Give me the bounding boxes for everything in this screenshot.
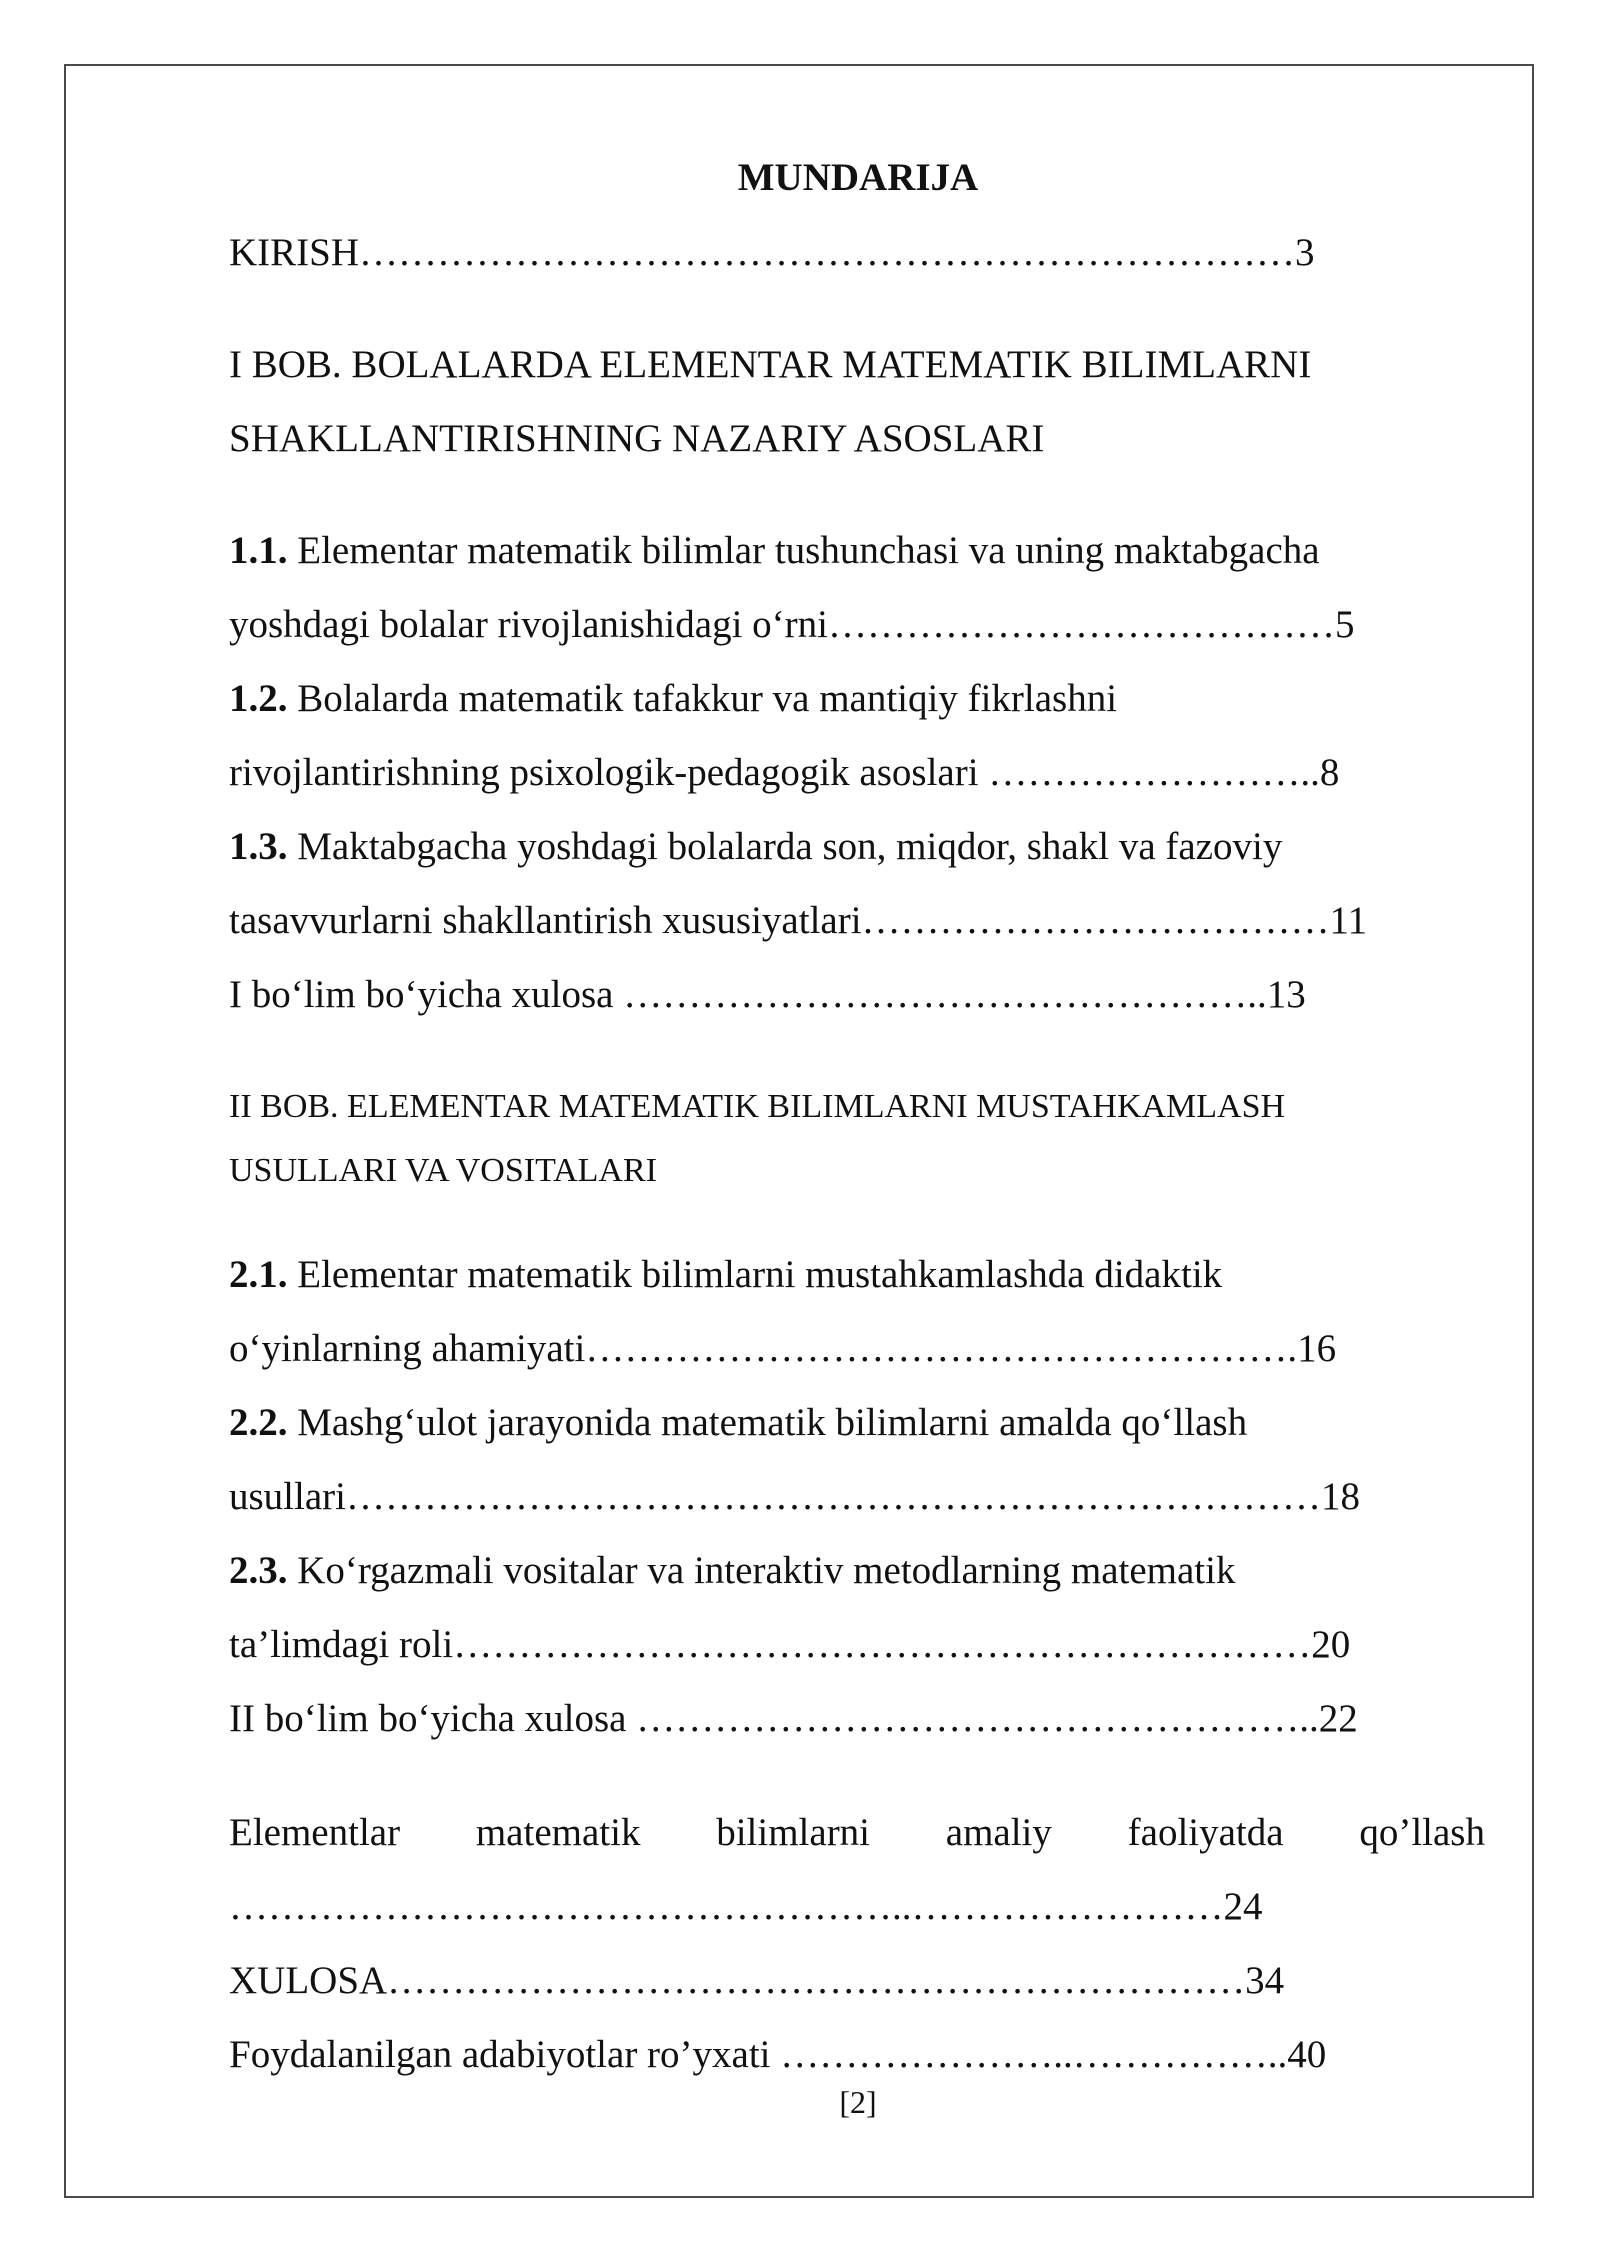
toc-word: matematik xyxy=(475,1811,641,1854)
section-title: Maktabgacha yoshdagi bolalarda son, miqdor, shakl va fazoviy xyxy=(287,825,1283,868)
toc-xulosa-2: II bo‘lim bo‘yicha xulosa ……………………………………………..22 xyxy=(229,1697,1358,1740)
toc-bob1-title-line1: I BOB. BOLALARDA ELEMENTAR MATEMATIK BILIMLARNI xyxy=(229,343,1312,386)
page-title: MUNDARIJA xyxy=(737,156,979,199)
section-title: Bolalarda matematik tafakkur va mantiqiy fikrlashni xyxy=(287,677,1118,720)
toc-kirish: KIRISH………………………………………………………………3 xyxy=(229,231,1315,274)
toc-section-1-3-cont: tasavvurlarni shakllantirish xususiyatlari………………………………11 xyxy=(229,899,1368,942)
section-number: 1.1. xyxy=(229,529,288,572)
toc-section-1-2-cont: rivojlantirishning psixologik-pedagogik asoslari ……………………..8 xyxy=(229,751,1340,794)
section-title: Ko‘rgazmali vositalar va interaktiv metodlarning matematik xyxy=(287,1549,1236,1592)
toc-word: amaliy xyxy=(945,1811,1052,1854)
toc-section-2-2-cont: usullari…………………………………………………………………18 xyxy=(229,1475,1360,1518)
toc-section-2-1 xyxy=(229,1252,1222,1298)
section-number: 2.3. xyxy=(229,1549,288,1592)
toc-section-2-1-cont: o‘yinlarning ahamiyati……………………………………………….16 xyxy=(229,1327,1337,1370)
page-number: [2] xyxy=(839,2084,877,2120)
section-number: 1.2. xyxy=(229,677,288,720)
toc-bob2-title-line2: USULLARI VA VOSITALARI xyxy=(229,1152,657,1189)
toc-word: qo’llash xyxy=(1359,1811,1485,1854)
section-title: Mashg‘ulot jarayonida matematik bilimlarni amalda qo‘llash xyxy=(287,1401,1248,1444)
toc-amaliy-line1 xyxy=(229,1810,1485,1856)
toc-section-2-3 xyxy=(229,1548,1235,1594)
toc-xulosa: XULOSA…………………………………………………………34 xyxy=(229,1959,1285,2002)
toc-word: Elementlar xyxy=(229,1811,401,1854)
toc-section-1-2 xyxy=(229,676,1117,722)
section-title: Elementar matematik bilimlarni mustahkamlashda didaktik xyxy=(287,1253,1223,1296)
toc-word: bilimlarni xyxy=(716,1811,871,1854)
toc-section-2-2 xyxy=(229,1400,1247,1446)
toc-bob1-title-line2: SHAKLLANTIRISHNING NAZARIY ASOSLARI xyxy=(229,417,1045,460)
toc-section-1-1 xyxy=(229,528,1320,574)
toc-section-1-3 xyxy=(229,824,1282,870)
toc-bob2-title-line1: II BOB. ELEMENTAR MATEMATIK BILIMLARNI MUSTAHKAMLASH xyxy=(229,1088,1286,1125)
toc-word: faoliyatda xyxy=(1127,1811,1284,1854)
section-number: 2.1. xyxy=(229,1253,288,1296)
toc-xulosa-1: I bo‘lim bo‘yicha xulosa …………………………………………..13 xyxy=(229,973,1306,1016)
toc-section-1-1-cont: yoshdagi bolalar rivojlanishidagi o‘rni…………………………………5 xyxy=(229,603,1355,646)
toc-amaliy-line2: ……………………………………………..……………………24 xyxy=(229,1885,1263,1928)
section-number: 2.2. xyxy=(229,1401,288,1444)
section-title: Elementar matematik bilimlar tushunchasi va uning maktabgacha xyxy=(287,529,1320,572)
toc-adabiyotlar: Foydalanilgan adabiyotlar ro’yxati …………………..……………..40 xyxy=(229,2033,1327,2076)
section-number: 1.3. xyxy=(229,825,288,868)
toc-section-2-3-cont: ta’limdagi roli…………………………………………………………20 xyxy=(229,1623,1351,1666)
